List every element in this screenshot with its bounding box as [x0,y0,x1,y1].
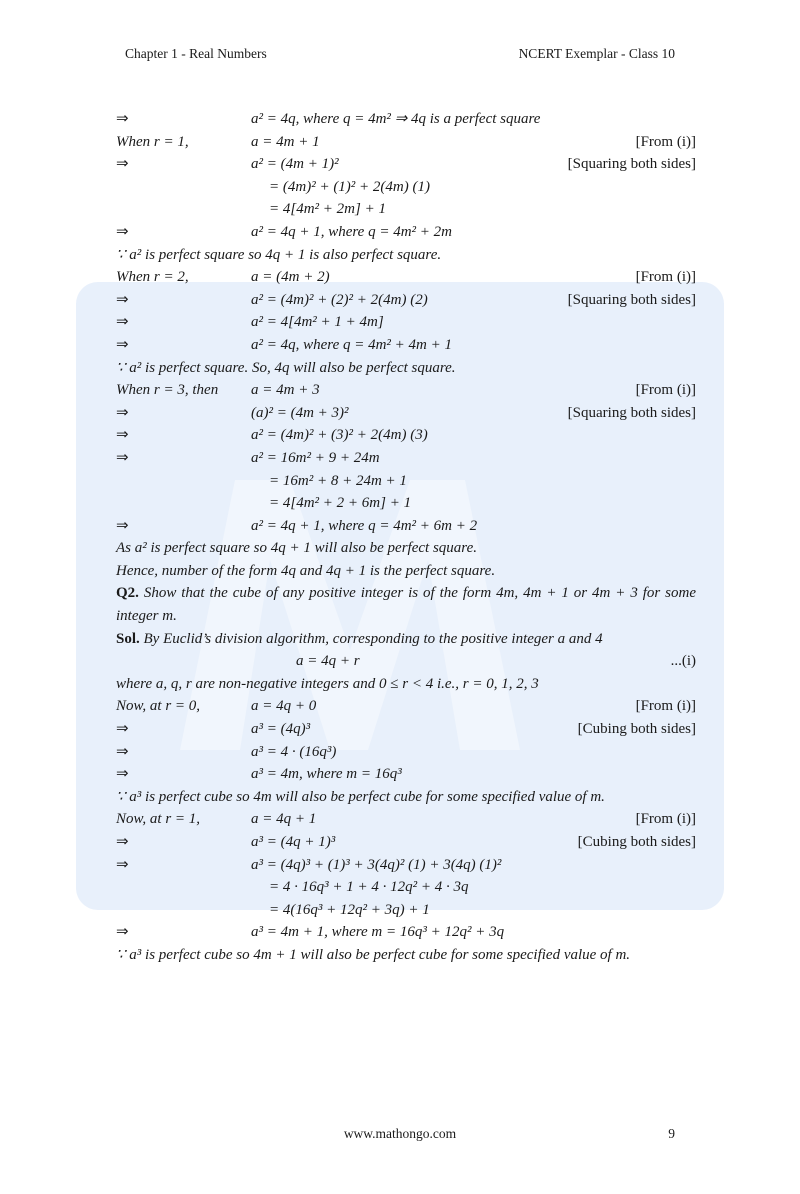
text-line [116,244,696,267]
text-line [116,402,696,425]
text-line [116,153,696,176]
line-equation: a² = 4q + 1, where q = 4m² + 2m [251,223,452,240]
footer-page-number: 9 [668,1126,675,1141]
line-reference: [Squaring both sides] [567,156,696,173]
page-header [0,46,800,62]
line-implies: ⇒ [116,834,129,850]
line-implies: ⇒ [116,856,129,873]
line-reference: [From (i)] [635,811,696,828]
text-line [116,650,696,673]
line-reference: [From (i)] [635,269,696,286]
text-line [116,357,696,380]
text-line [116,695,696,718]
text-line [116,763,696,786]
line-condition: When r = 3, then [116,382,219,399]
line-implies: ⇒ [116,223,129,240]
text-line [116,831,696,854]
page-body [116,108,696,967]
text-line [116,221,696,244]
line-statement: where a, q, r are non-negative integers and 0 ≤ r < 4 i.e., r = 0, 1, 2, 3 [116,675,539,692]
text-line [116,673,696,696]
header-chapter-title: Chapter 1 - Real Numbers [125,46,267,61]
line-implies: ⇒ [116,111,129,127]
line-condition: Now, at r = 1, [116,811,201,828]
line-equation: = 4(16q³ + 12q² + 3q) + 1 [269,901,430,918]
line-equation: a³ = (4q)³ [251,721,311,738]
header-book-title: NCERT Exemplar - Class 10 [518,46,675,61]
line-implies: ⇒ [116,743,129,760]
text-line [116,131,696,154]
text-line [116,289,696,312]
line-equation: = 4[4m² + 2 + 6m] + 1 [269,495,412,512]
line-statement: ∵ a² is perfect square so 4q + 1 is also perfect square. [116,246,442,263]
line-equation: a³ = (4q)³ + (1)³ + 3(4q)² (1) + 3(4q) (1)² [251,856,502,873]
text-line [116,537,696,560]
line-equation: a² = (4m + 1)² [251,156,339,173]
line-equation: a = (4m + 2) [251,269,330,286]
line-equation: a² = (4m)² + (2)² + 2(4m) (2) [251,291,428,308]
line-reference: [Cubing both sides] [577,721,696,738]
line-equation: a = 4q + 1 [251,811,317,828]
question-2 [116,582,696,627]
line-condition: When r = 2, [116,269,189,286]
line-statement: Hence, number of the form 4q and 4q + 1 is the perfect square. [116,562,496,579]
line-equation: = 16m² + 8 + 24m + 1 [269,472,407,489]
solution-2 [116,628,696,651]
line-implies: ⇒ [116,427,129,444]
text-line [116,311,696,334]
text-line [116,424,696,447]
text-line [116,108,696,131]
text-line [116,515,696,538]
line-condition: When r = 1, [116,133,189,150]
text-line [116,447,696,470]
text-line [116,876,696,899]
line-equation: = 4[4m² + 2m] + 1 [269,201,386,218]
line-equation: = 4 · 16q³ + 1 + 4 · 12q² + 4 · 3q [269,879,469,896]
line-implies: ⇒ [116,156,129,173]
line-equation: a² = 4q, where q = 4m² + 4m + 1 [251,336,452,353]
text-line [116,334,696,357]
line-equation: a³ = (4q + 1)³ [251,834,336,850]
line-condition: Now, at r = 0, [116,698,201,715]
text-line [116,854,696,877]
line-implies: ⇒ [116,449,129,466]
line-reference: [From (i)] [635,698,696,715]
text-line [116,921,696,944]
text-line [116,198,696,221]
text-line [116,176,696,199]
text-line [116,266,696,289]
text-line [116,379,696,402]
line-implies: ⇒ [116,517,129,534]
line-equation: a³ = 4 · (16q³) [251,743,337,760]
text-line [116,741,696,764]
line-equation: (a)² = (4m + 3)² [251,404,349,421]
line-equation: a = 4q + 0 [251,698,317,715]
line-reference: [From (i)] [635,382,696,399]
solution-text: By Euclid’s division algorithm, corresponding to the positive integer a and 4 [143,630,603,647]
text-line [116,899,696,922]
line-implies: ⇒ [116,404,129,421]
line-equation: a³ = 4m + 1, where m = 16q³ + 12q² + 3q [251,924,505,941]
line-reference: [Squaring both sides] [567,291,696,308]
line-equation: a² = 16m² + 9 + 24m [251,449,380,466]
line-statement: ∵ a³ is perfect cube so 4m will also be perfect cube for some specified value of m. [116,788,605,805]
equation-number: ...(i) [670,653,696,670]
question-text: Show that the cube of any positive integer is of the form 4m, 4m + 1 or 4m + 3 for some integer m. [116,585,696,625]
footer-site[interactable]: www.mathongo.com [343,1126,457,1141]
text-line [116,470,696,493]
line-implies: ⇒ [116,314,129,331]
line-equation: = (4m)² + (1)² + 2(4m) (1) [269,178,430,195]
line-implies: ⇒ [116,336,129,353]
line-statement: ∵ a² is perfect square. So, 4q will also be perfect square. [116,359,456,376]
statement-line [116,786,696,809]
question-label: Q2. [116,585,139,602]
line-reference: [From (i)] [635,133,696,150]
text-line [116,808,696,831]
solution-label: Sol. [116,630,140,647]
line-equation: a² = 4[4m² + 1 + 4m] [251,314,384,331]
line-implies: ⇒ [116,924,129,941]
line-equation: a² = 4q, where q = 4m² ⇒ 4q is a perfect square [251,111,541,127]
line-equation: a = 4m + 3 [251,382,320,399]
line-implies: ⇒ [116,291,129,308]
line-implies: ⇒ [116,721,129,738]
text-line [116,560,696,583]
statement-line [116,944,696,967]
text-line [116,718,696,741]
line-statement: As a² is perfect square so 4q + 1 will also be perfect square. [116,540,477,557]
line-reference: [Squaring both sides] [567,404,696,421]
line-equation: a² = (4m)² + (3)² + 2(4m) (3) [251,427,428,444]
line-equation: a³ = 4m, where m = 16q³ [251,766,402,783]
line-implies: ⇒ [116,766,129,783]
line-reference: [Cubing both sides] [577,834,696,850]
line-statement: ∵ a³ is perfect cube so 4m + 1 will also be perfect cube for some specified value of m. [116,946,631,963]
line-equation: a = 4m + 1 [251,133,320,150]
equation-i: a = 4q + r [296,653,360,670]
text-line [116,492,696,515]
line-equation: a² = 4q + 1, where q = 4m² + 6m + 2 [251,517,478,534]
